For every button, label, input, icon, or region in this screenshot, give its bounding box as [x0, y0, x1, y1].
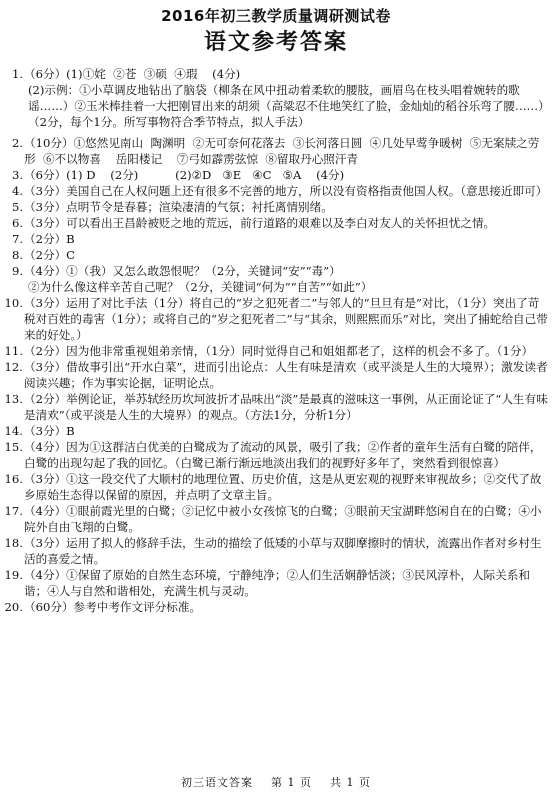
answer-text: （3分）借故事引出“开水白菜”，进而引出论点：人生有味是清欢（或平淡是人生的大境界）；激发读者阅读兴趣；作为事实论据，证明论点。 [24, 360, 548, 390]
answer-text: （2分）B [24, 232, 75, 246]
answer-number: 16. [4, 472, 23, 486]
answer-3 [4, 167, 548, 183]
answer-text: (2)示例：①小草调皮地钻出了脑袋（柳条在风中扭动着柔软的腰肢，画眉鸟在枝头唱着婉转的歌谣……）②玉米棒挂着一大把刚冒出来的胡须（高粱忍不住地笑红了脸，金灿灿的稻谷乐弯了腰……）（2分，每个1分。所写事物符合季节特点，拟人手法） [28, 83, 544, 129]
answer-15 [4, 439, 548, 471]
answer-12 [4, 359, 548, 391]
answer-number: 3. [11, 168, 23, 182]
footer-label: 初三语文答案 [181, 776, 253, 789]
answer-text: （3分）运用了对比手法（1分）将自己的“岁之犯死者二”与邻人的“旦旦有是”对比，（1分）突出了苛税对百姓的毒害（1分）；或将自己的“岁之犯死者二”与“其余，则熙熙而乐”对比，突出了捕蛇给自己带来的好处。） [24, 296, 548, 342]
answer-number: 19. [4, 568, 23, 582]
answer-text: （3分）可以看出王昌龄被贬之地的荒远，前行道路的艰难以及李白对友人的关怀担忧之情。 [24, 216, 496, 230]
answer-number: 2. [11, 136, 23, 150]
answer-text: （3分）美国自己在人权问题上还有很多不完善的地方，所以没有资格指责他国人权。（意思接近即可） [24, 184, 548, 198]
answer-number: 11. [4, 344, 23, 358]
answer-number: 12. [4, 360, 23, 374]
document-subtitle: 语文参考答案 [203, 30, 348, 55]
answer-number: 1. [11, 67, 23, 81]
answer-text: （6分）(1) D (2分) (2)②D ③E ④C ⑤A (4分) [24, 168, 345, 182]
answer-13 [4, 391, 548, 423]
answer-19 [4, 567, 548, 599]
answer-text: （3分）①这一段交代了大顺村的地理位置、历史价值，这是从更宏观的视野来审视故乡；②交代了故乡原始生态得以保留的原因，并点明了文章主旨。 [24, 472, 542, 502]
answer-8 [4, 247, 548, 263]
footer-total-pages: 共 1 页 [330, 776, 371, 789]
answer-text: （4分）①保留了原始的自然生态环境，宁静纯净；②人们生活娴静恬淡；③民风淳朴，人际关系和谐；④人与自然和谐相处，充满生机与灵动。 [24, 568, 530, 598]
answer-text: （10分）①悠然见南山 陶渊明 ②无可奈何花落去 ③长河落日圆 ④几处早莺争暖树 ⑤无案牍之劳形 ⑥不以物喜 岳阳楼记 ⑦弓如霹雳弦惊 ⑧留取丹心照汗青 [24, 136, 540, 166]
answer-9-part2 [4, 279, 548, 295]
answer-number: 6. [11, 216, 23, 230]
exam-title: 2016年初三教学质量调研测试卷 [161, 7, 391, 25]
answer-text: （6分）(1)①姹 ②苍 ③硕 ④瑕 (4分) [24, 67, 241, 81]
answer-11 [4, 343, 548, 359]
answer-5 [4, 199, 548, 215]
answer-text: （3分）点明节令是春暮；渲染凄清的气氛；衬托离情别绪。 [24, 200, 333, 214]
answer-text: （4分）因为①这群洁白优美的白鹭成为了流动的风景，吸引了我；②作者的童年生活有白鹭的陪伴，白鹭的出现勾起了我的回忆。（白鹭已渐行渐远地淡出我们的视野好多年了，突然看到很惊喜） [24, 440, 542, 470]
answer-6 [4, 215, 548, 231]
page-footer [0, 776, 552, 790]
answer-16 [4, 471, 548, 503]
answer-9-part1 [4, 263, 548, 279]
answer-18 [4, 535, 548, 567]
answer-number: 5. [11, 200, 23, 214]
answer-text: （4分）①（我）又怎么敢怨恨呢？（2分，关键词“安”“毒”） [24, 264, 341, 278]
answer-number: 17. [4, 504, 23, 518]
answer-text: ②为什么像这样辛苦自己呢？（2分，关键词“何为”“自苦”“如此”） [28, 280, 373, 294]
answer-17 [4, 503, 548, 535]
answer-7 [4, 231, 548, 247]
answer-number: 10. [4, 296, 23, 310]
footer-page-number: 第 1 页 [271, 776, 312, 789]
answer-1-part1 [4, 66, 548, 82]
answer-number: 14. [4, 424, 23, 438]
answer-text: （2分）因为他非常重视姐弟亲情，（1分）同时觉得自己和姐姐都老了，这样的机会不多了。（1分） [24, 344, 534, 358]
answer-number: 9. [11, 264, 23, 278]
answer-4 [4, 183, 548, 199]
answer-2 [4, 135, 548, 167]
answers-list [4, 66, 548, 615]
answer-number: 20. [4, 600, 23, 614]
answer-1-part2 [4, 82, 548, 130]
answer-number: 15. [4, 440, 23, 454]
answer-text: （2分）C [24, 248, 76, 262]
answer-number: 13. [4, 392, 23, 406]
answer-10 [4, 295, 548, 343]
answer-number: 7. [11, 232, 23, 246]
answer-number: 8. [11, 248, 23, 262]
answer-text: （3分）B [24, 424, 75, 438]
answer-number: 18. [4, 536, 23, 550]
answer-number: 4. [11, 184, 23, 198]
answer-text: （2分）举例论证，举苏轼经历坎坷波折才品味出“淡”是最真的滋味这一事例，从正面论证了“人生有味是清欢”（或平淡是人生的大境界）的观点。（方法1分，分析1分） [24, 392, 548, 422]
answer-text: （60分）参考中考作文评分标准。 [24, 600, 202, 614]
answer-text: （4分）①眼前霞光里的白鹭；②记忆中被小女孩惊飞的白鹭；③眼前天宝湖畔悠闲自在的白鹭；④小院外自由飞翔的白鹭。 [24, 504, 542, 534]
answer-text: （3分）运用了拟人的修辞手法，生动的描绘了低矮的小草与双脚摩擦时的情状，流露出作者对乡村生活的喜爱之情。 [24, 536, 542, 566]
answer-20 [4, 599, 548, 615]
answer-14 [4, 423, 548, 439]
